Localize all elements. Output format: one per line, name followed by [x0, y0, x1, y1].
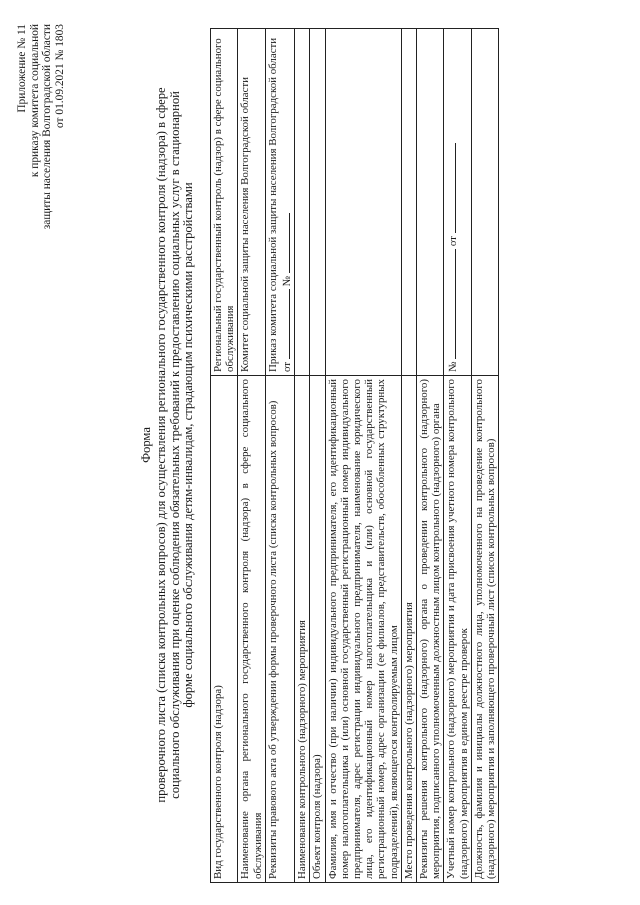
title-text: проверочного листа (списка контрольных вопросов) для осуществления регионального государственного контроля (надзора) в сфере социального обслуживания при оценке соблюдения обязательных требований к предоставлению социальных услуг в стационарной форме социального обслуживания детям-инвалидам, страдающим психическими расстройствами [153, 87, 196, 803]
appendix-line: защиты населения Волгоградской области [41, 24, 54, 230]
table-row [211, 29, 238, 883]
table-row [325, 29, 401, 883]
row-label: Место проведения контрольного (надзорного) мероприятия [401, 376, 416, 883]
appendix-line: от 01.09.2021 № 1803 [53, 24, 66, 128]
row-label: Объект контроля (надзора) [310, 376, 325, 883]
form-label: Форма [139, 427, 153, 463]
document-title [140, 85, 196, 805]
table-row [471, 29, 498, 883]
row-value: Региональный государственный контроль (надзор) в сфере социального обслуживания [211, 29, 238, 376]
date-blank[interactable] [279, 289, 290, 359]
row-value [444, 29, 471, 376]
appendix-header [16, 24, 66, 304]
date-from-label: от [447, 236, 460, 247]
table-row [417, 29, 444, 883]
table-row [295, 29, 310, 883]
row-label: Наименование органа регионального государственного контроля (надзора) в сфере социального обслуживания [238, 376, 265, 883]
row-label: Фамилия, имя и отчество (при наличии) индивидуального предпринимателя, его идентификационный номер налогоплательщика и (или) основной государственный регистрационный номер индивидуального предпринимателя, адрес регистрации индивидуального предпринимателя, наименование юридического лица, его идентификационный номер налогоплательщика и (или) основной государственный регистрационный номер, адрес организации (ее филиалов, представительств, обособленных структурных подразделений), являющегося контролируемым лицом [325, 376, 401, 883]
row-label: Учетный номер контрольного (надзорного) мероприятия и дата присвоения учетного номера контрольного (надзорного) мероприятия в едином реестре проверок [444, 376, 471, 883]
number-blank[interactable] [445, 249, 456, 359]
row-value[interactable] [310, 29, 325, 376]
row-label: Должность, фамилия и инициалы должностного лица, уполномоченного на проведение контрольного (надзорного) мероприятия и заполняющего проверочный лист (список контрольных вопросов) [471, 376, 498, 883]
table-row [238, 29, 265, 883]
row-value[interactable] [471, 29, 498, 376]
row-label: Вид государственного контроля (надзора) [211, 376, 238, 883]
table-row [310, 29, 325, 883]
number-sign: № [447, 361, 460, 372]
number-blank[interactable] [279, 213, 290, 273]
row-value[interactable] [417, 29, 444, 376]
order-text: Приказ комитета социальной защиты населения Волгоградской области от [266, 37, 294, 372]
row-label: Реквизиты решения контрольного (надзорного) органа о проведении контрольного (надзорного) мероприятия, подписанного уполномоченным должностным лицом контрольного (надзорного) органа [417, 376, 444, 883]
appendix-line: к приказу комитета социальной [28, 24, 41, 178]
row-value[interactable] [295, 29, 310, 376]
row-label: Реквизиты правового акта об утверждении формы проверочного листа (списка контрольных вопросов) [265, 376, 294, 883]
number-sign: № [281, 276, 294, 287]
checklist-table [210, 28, 499, 883]
appendix-line: Приложение № 11 [16, 24, 28, 113]
date-blank[interactable] [445, 143, 456, 233]
table-row [444, 29, 471, 883]
table-row [401, 29, 416, 883]
row-label: Наименование контрольного (надзорного) мероприятия [295, 376, 310, 883]
row-value: Комитет социальной защиты населения Волгоградской области [238, 29, 265, 376]
row-value[interactable] [325, 29, 401, 376]
table-row [265, 29, 294, 883]
row-value [265, 29, 294, 376]
row-value[interactable] [401, 29, 416, 376]
